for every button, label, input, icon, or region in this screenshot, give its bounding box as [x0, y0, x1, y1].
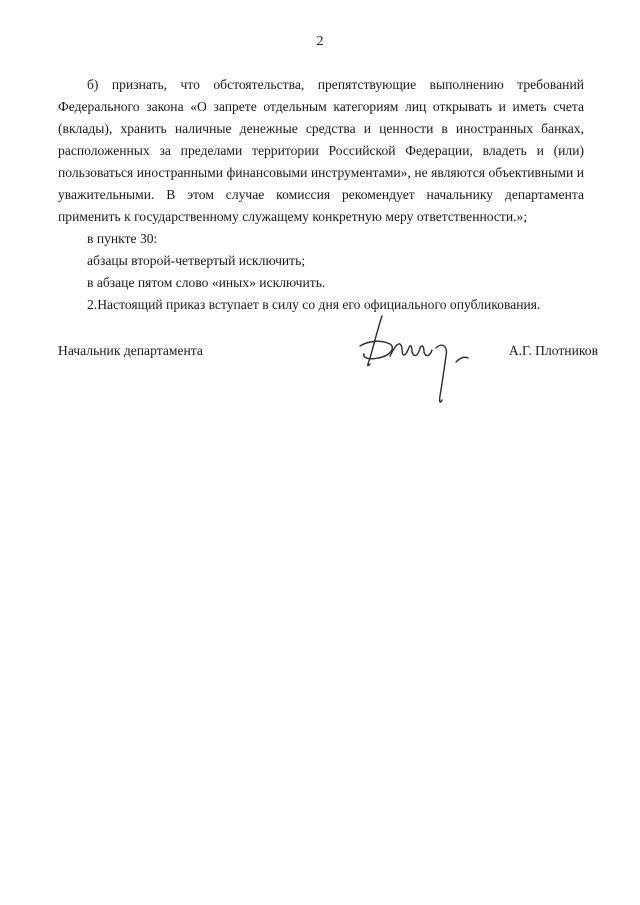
signatory-name: А.Г. Плотников: [508, 343, 598, 358]
paragraph-effective-date: 2.Настоящий приказ вступает в силу со дня его официального опубликования.: [87, 297, 541, 312]
signatory-position: Начальник департамента: [58, 343, 203, 358]
paragraph-exclude-abzacy: абзацы второй-четвертый исключить;: [87, 253, 306, 268]
paragraph-point-30: в пункте 30:: [87, 231, 158, 246]
signature-block: [58, 343, 598, 367]
paragraph-exclude-word: в абзаце пятом слово «иных» исключить.: [87, 275, 326, 290]
paragraph-b: б) признать, что обстоятельства, препятствующие выполнению требований Федерального закона «О запрете отдельным категориям лиц открывать и иметь счета (вклады), хранить наличные денежные средства и ценности в иностранных банках, расположенных за пределами территории Российской Федерации, владеть и (или) пользоваться иностранными финансовыми инструментами», не являются объективными и уважительными. В этом случае комиссия рекомендует начальнику департамента применить к государственному служащему конкретную меру ответственности.»;: [58, 77, 584, 224]
page-number: 2: [316, 34, 324, 49]
document-body: [58, 74, 584, 316]
handwritten-signature: [352, 312, 492, 412]
